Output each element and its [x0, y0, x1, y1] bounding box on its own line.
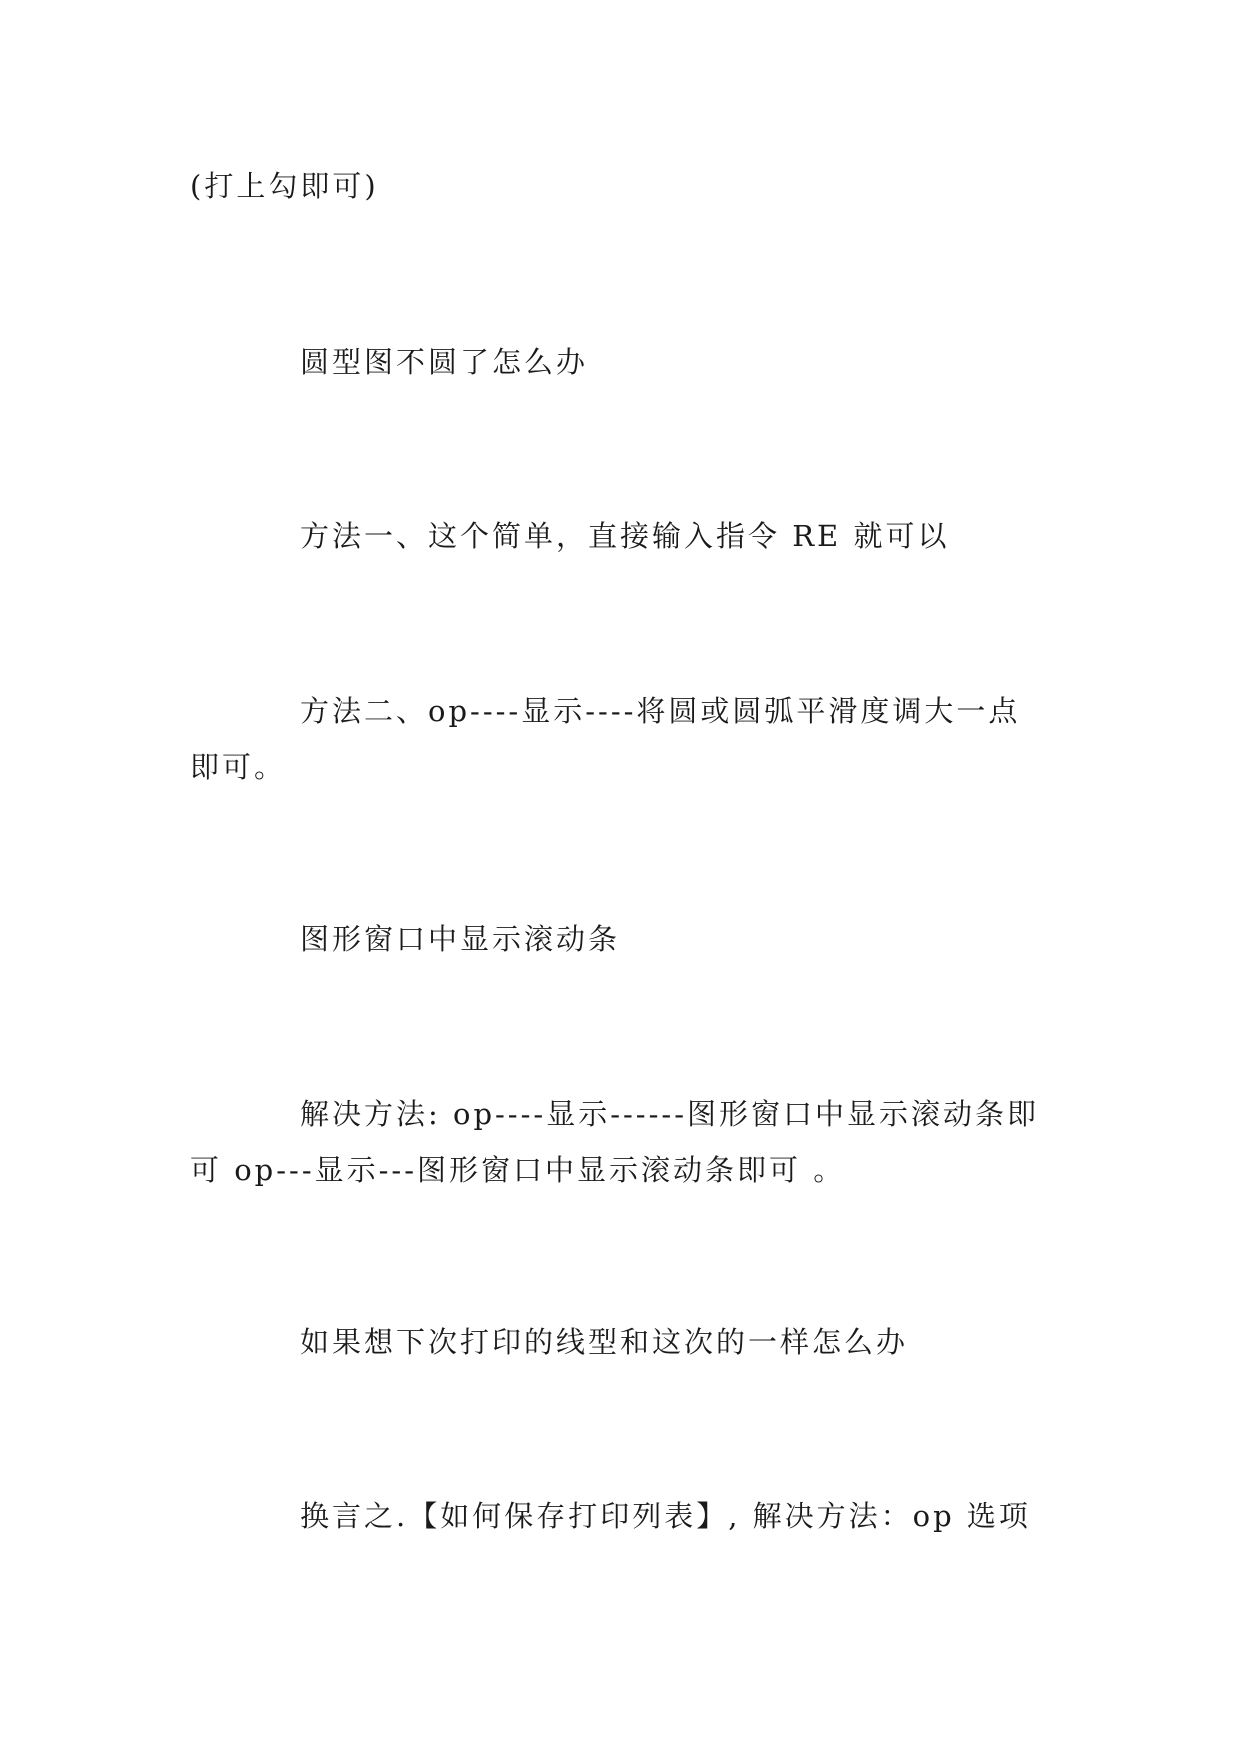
paragraph-scrollbar-solution: 解决方法: op----显示------图形窗口中显示滚动条即可 op---显示---图形窗口中显示滚动条即可 。	[190, 1097, 1040, 1187]
heading-linetype: 如果想下次打印的线型和这次的一样怎么办	[300, 1325, 909, 1359]
paragraph-method-one: 方法一、这个简单，直接输入指令 RE 就可以	[300, 519, 950, 553]
paragraph-checkbox-note: (打上勾即可)	[190, 169, 379, 203]
paragraph-method-two: 方法二、op----显示----将圆或圆弧平滑度调大一点即可。	[190, 694, 1021, 784]
heading-scrollbar: 图形窗口中显示滚动条	[300, 922, 621, 956]
heading-circle-not-round: 圆型图不圆了怎么办	[300, 345, 589, 379]
paragraph-save-print-list: 换言之.【如何保存打印列表】, 解决方法：op 选项	[300, 1499, 1031, 1533]
